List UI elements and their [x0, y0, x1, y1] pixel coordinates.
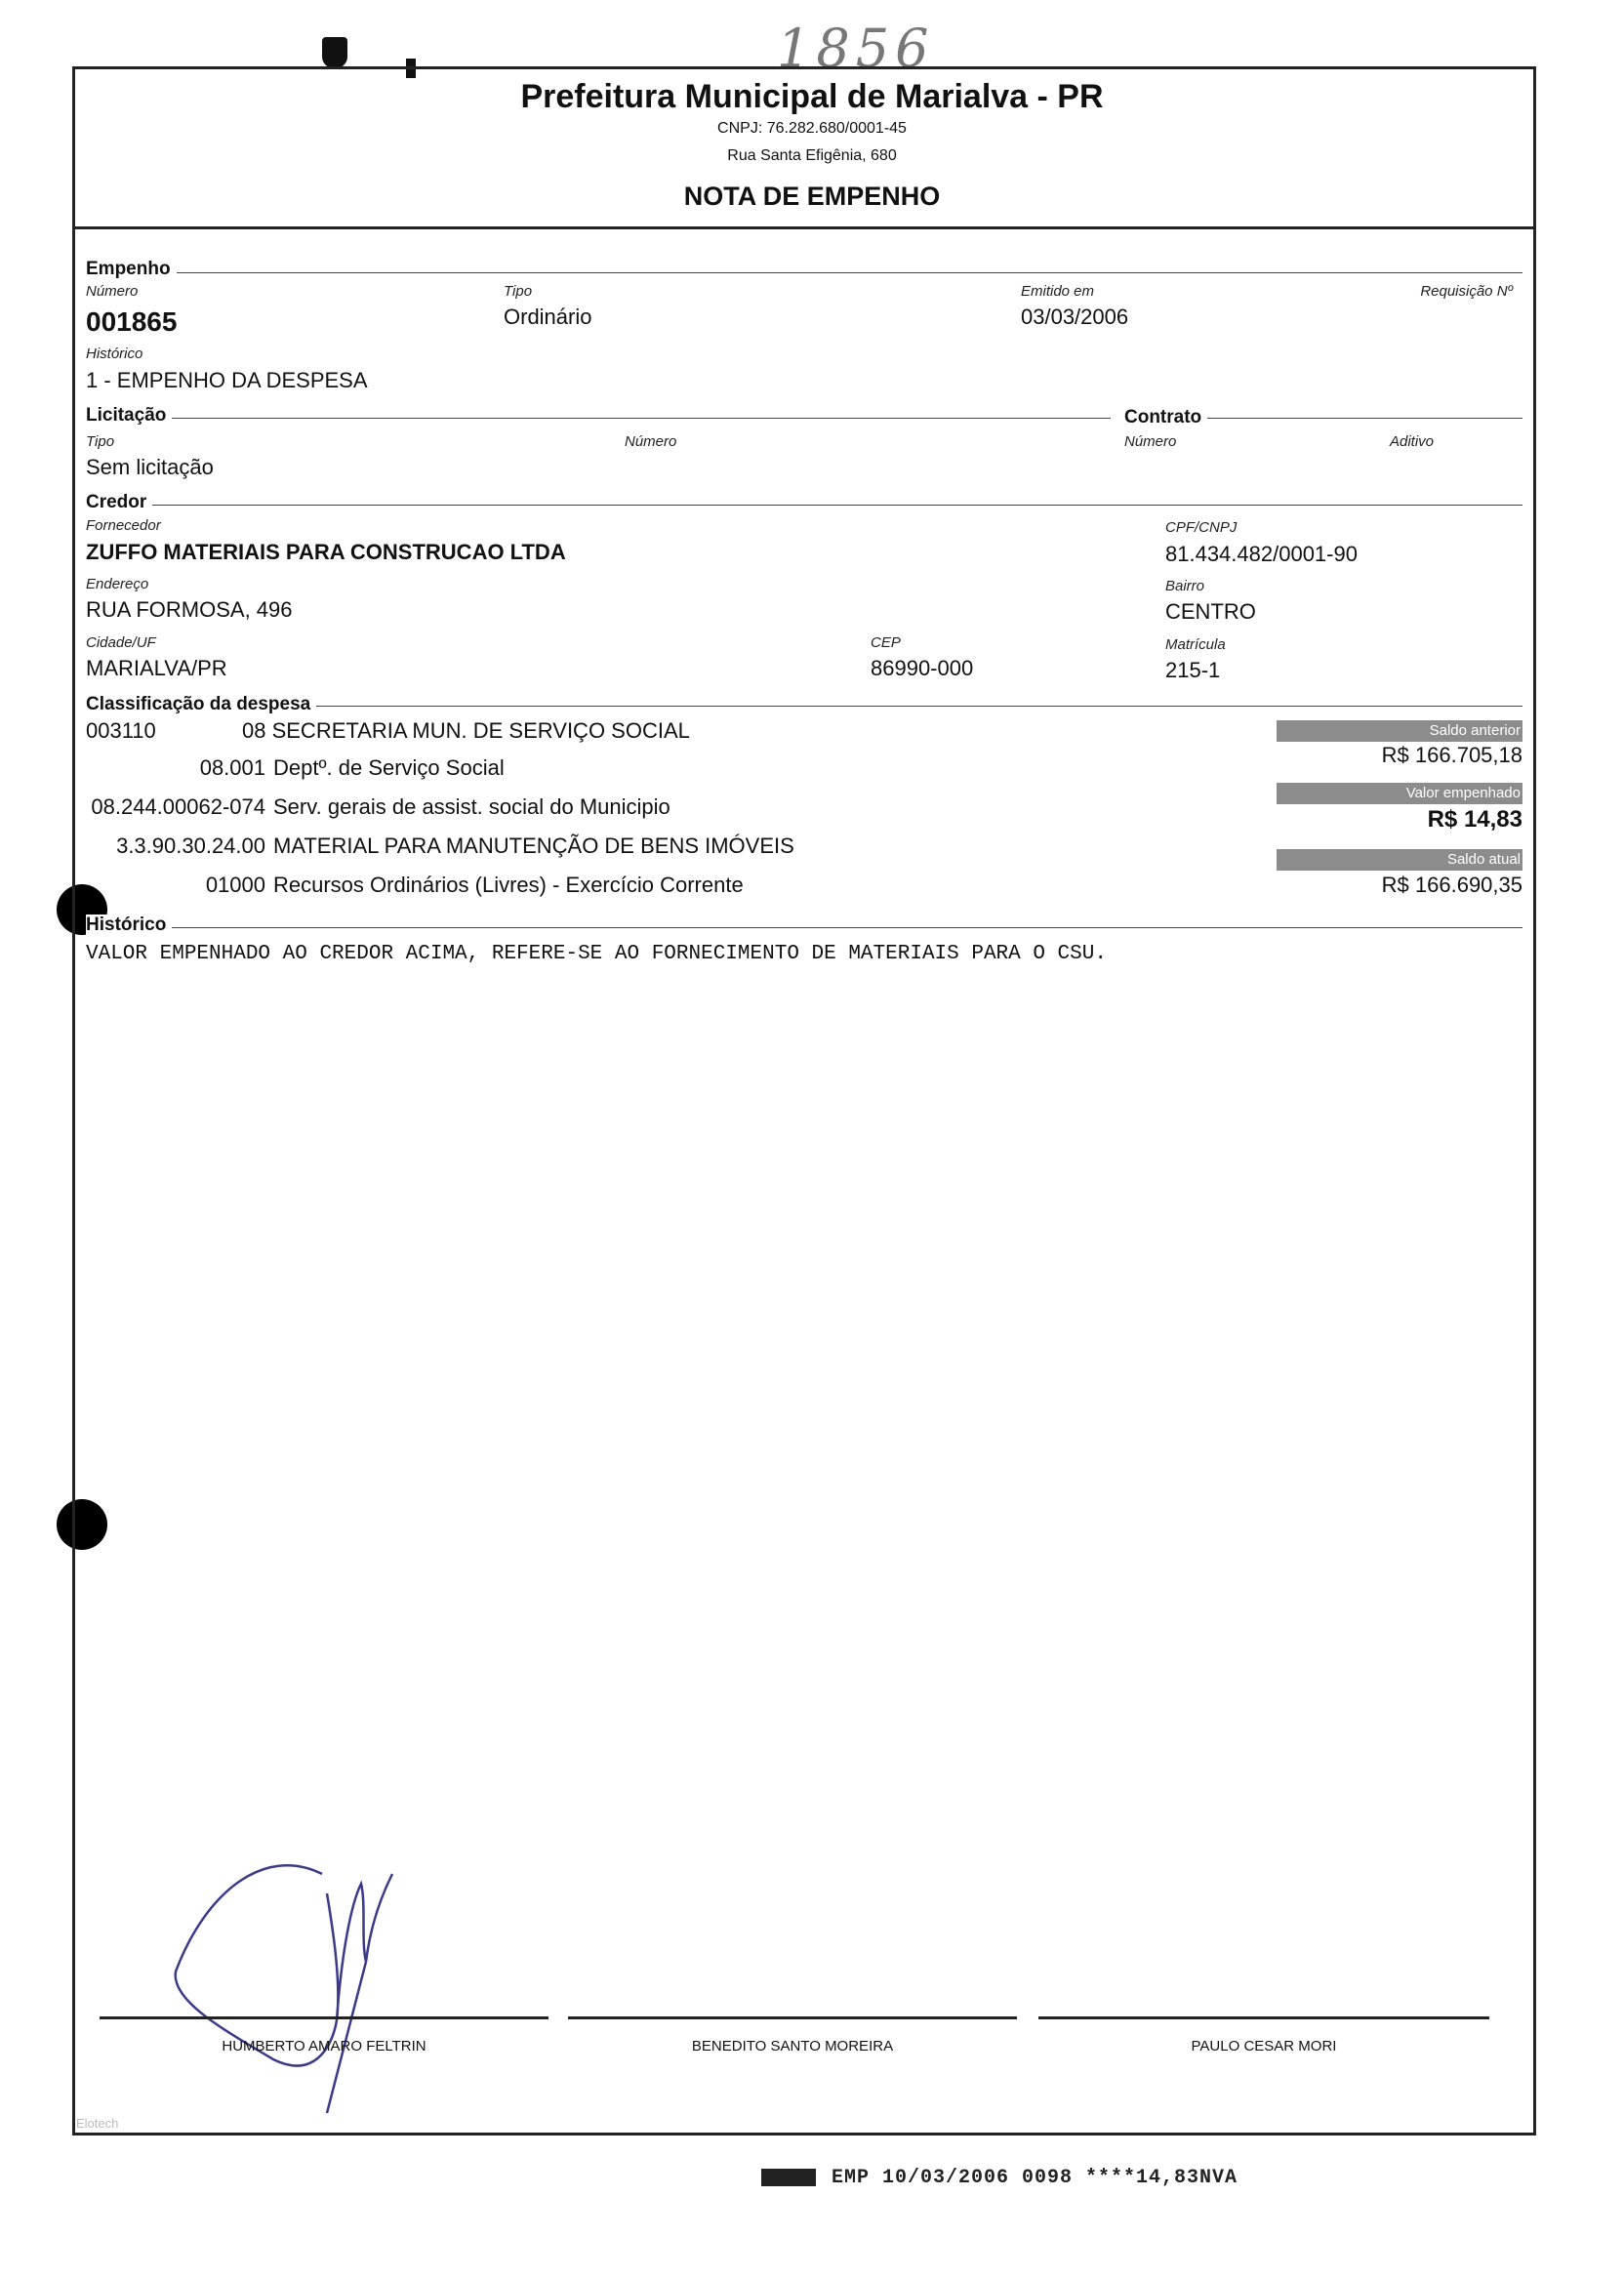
- empenho-historico: 1 - EMPENHO DA DESPESA: [86, 368, 368, 392]
- signature-name-1: HUMBERTO AMARO FELTRIN: [222, 2038, 426, 2054]
- valor-empenhado-value: R$ 14,83: [1427, 806, 1522, 833]
- validation-stamp: [761, 2167, 1238, 2189]
- endereco-value: RUA FORMOSA, 496: [86, 597, 293, 622]
- licitacao-tipo-label: Tipo: [86, 433, 115, 450]
- cep-value: 86990-000: [871, 656, 974, 680]
- validation-stamp-text: EMP 10/03/2006 0098 ****14,83NVA: [832, 2167, 1238, 2189]
- signature-line-2: [568, 2016, 1017, 2019]
- classificacao-code-3: 08.244.00062-074: [91, 794, 265, 819]
- classificacao-code-2: 08.001: [199, 755, 265, 780]
- doc-title: NOTA DE EMPENHO: [683, 182, 941, 211]
- classificacao-text-3: Serv. gerais de assist. social do Municipio: [273, 794, 670, 819]
- credor-rule: [86, 505, 1522, 506]
- empenho-rule: [86, 272, 1522, 273]
- org-name: Prefeitura Municipal de Marialva - PR: [520, 78, 1104, 115]
- stamp-logo-icon: [761, 2169, 816, 2186]
- empenho-numero: 001865: [86, 306, 178, 337]
- classificacao-code-1: 003110: [86, 718, 156, 743]
- empenho-numero-label: Número: [86, 283, 139, 300]
- address-text: Rua Santa Efigênia, 680: [727, 147, 897, 164]
- empenho-tipo: Ordinário: [504, 305, 592, 329]
- licitacao-tipo: Sem licitação: [86, 455, 214, 479]
- historico-text: VALOR EMPENHADO AO CREDOR ACIMA, REFERE-SE AO FORNECIMENTO DE MATERIAIS PARA O CSU.: [86, 943, 1107, 965]
- matricula-label: Matrícula: [1165, 636, 1226, 653]
- empenho-emitido: 03/03/2006: [1021, 305, 1129, 329]
- credor-section-label: Credor: [86, 492, 152, 513]
- signature-name-2: BENEDITO SANTO MOREIRA: [691, 2038, 894, 2054]
- saldo-atual-value: R$ 166.690,35: [1381, 873, 1522, 897]
- classificacao-text-5: Recursos Ordinários (Livres) - Exercício Corrente: [273, 873, 744, 897]
- historico-rule: [86, 927, 1522, 928]
- empenho-historico-label: Histórico: [86, 346, 143, 362]
- signature-line-3: [1038, 2016, 1489, 2019]
- contrato-numero-label: Número: [1124, 433, 1177, 450]
- classificacao-text-2: Deptº. de Serviço Social: [273, 755, 505, 780]
- classificacao-text-1: 08 SECRETARIA MUN. DE SERVIÇO SOCIAL: [242, 718, 690, 743]
- cidade-value: MARIALVA/PR: [86, 656, 227, 680]
- handwritten-page-number: 1856: [777, 18, 935, 79]
- bairro-label: Bairro: [1165, 578, 1205, 594]
- contrato-aditivo-label: Aditivo: [1390, 433, 1435, 450]
- cidade-label: Cidade/UF: [86, 634, 156, 651]
- signature-name-3: PAULO CESAR MORI: [1191, 2038, 1337, 2054]
- historico-section-label: Histórico: [86, 915, 172, 936]
- saldo-anterior-label: Saldo anterior: [1277, 720, 1522, 742]
- matricula-value: 215-1: [1165, 658, 1221, 682]
- classificacao-code-5: 01000: [205, 873, 265, 897]
- licitacao-numero-label: Número: [625, 433, 677, 450]
- cnpj-text: CNPJ: 76.282.680/0001-45: [717, 120, 907, 137]
- endereco-label: Endereço: [86, 576, 149, 592]
- licitacao-section-label: Licitação: [86, 405, 172, 427]
- bairro-value: CENTRO: [1165, 599, 1256, 624]
- empenho-emitido-label: Emitido em: [1021, 283, 1095, 300]
- saldo-anterior-value: R$ 166.705,18: [1381, 743, 1522, 767]
- classificacao-text-4: MATERIAL PARA MANUTENÇÃO DE BENS IMÓVEIS: [273, 834, 794, 858]
- empenho-section-label: Empenho: [86, 259, 177, 280]
- contrato-section-label: Contrato: [1124, 407, 1207, 428]
- classificacao-section-label: Classificação da despesa: [86, 694, 316, 715]
- signature-line-1: [100, 2016, 548, 2019]
- header-divider: [72, 226, 1536, 229]
- saldo-atual-label: Saldo atual: [1277, 849, 1522, 871]
- footer-small-text: Elotech: [76, 2116, 119, 2131]
- fornecedor-value: ZUFFO MATERIAIS PARA CONSTRUCAO LTDA: [86, 540, 566, 564]
- licitacao-rule: [86, 418, 1111, 419]
- cpf-value: 81.434.482/0001-90: [1165, 542, 1358, 566]
- fornecedor-label: Fornecedor: [86, 517, 161, 534]
- cpf-label: CPF/CNPJ: [1165, 519, 1238, 536]
- valor-empenhado-label: Valor empenhado: [1277, 783, 1522, 804]
- cep-label: CEP: [871, 634, 901, 651]
- staple-mark: [322, 37, 347, 68]
- signature-scribble: [166, 1835, 449, 2118]
- empenho-tipo-label: Tipo: [504, 283, 533, 300]
- classificacao-code-4: 3.3.90.30.24.00: [116, 834, 265, 858]
- requisicao-label: Requisição Nº: [1420, 283, 1513, 300]
